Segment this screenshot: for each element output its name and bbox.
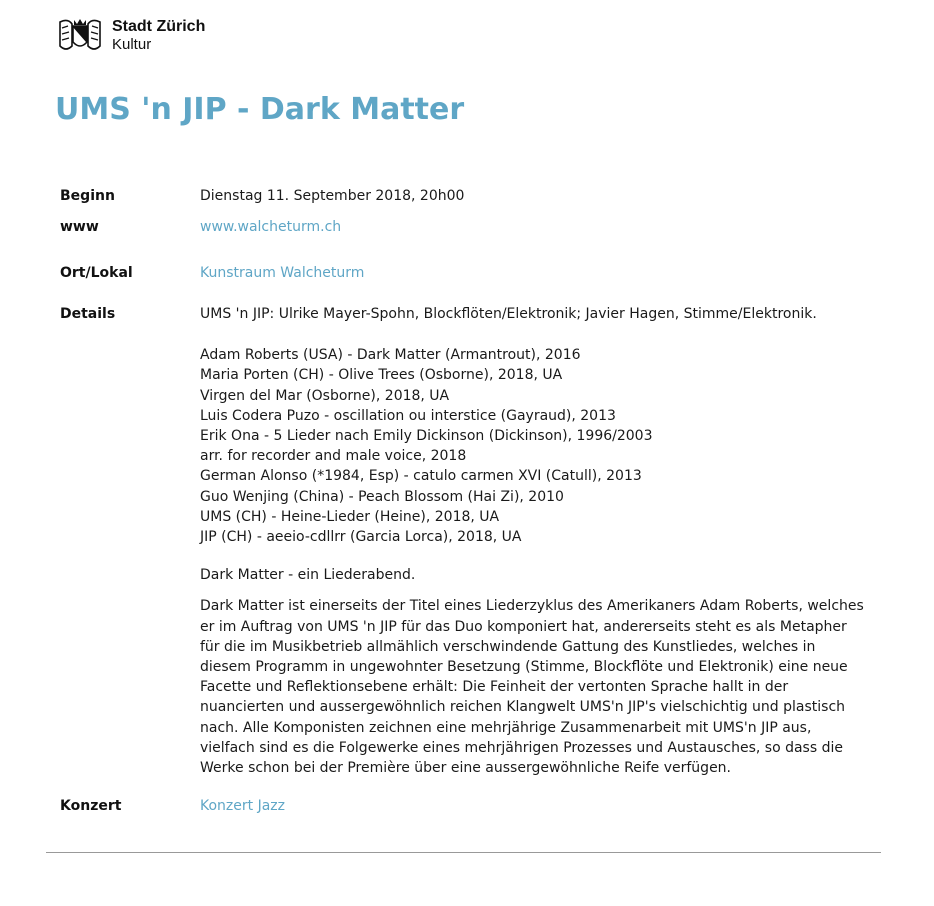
program-item: German Alonso (*1984, Esp) - catulo carmen XVI (Catull), 2013 <box>200 468 642 485</box>
description-line: diesem Programm in ungewohnter Besetzung (Stimme, Blockflöte und Elektronik) eine neue <box>200 659 848 676</box>
label-beginn: Beginn <box>60 188 115 204</box>
program-item: Guo Wenjing (China) - Peach Blossom (Hai Zi), 2010 <box>200 488 564 505</box>
brand <box>112 18 205 54</box>
program-item: Virgen del Mar (Osborne), 2018, UA <box>200 387 450 404</box>
program-list <box>200 345 880 547</box>
label-ort: Ort/Lokal <box>60 265 133 281</box>
program-item: arr. for recorder and male voice, 2018 <box>200 448 467 465</box>
program-item: Erik Ona - 5 Lieder nach Emily Dickinson (Dickinson), 1996/2003 <box>200 428 653 445</box>
description-line: Facette und Reflektionsebene erhält: Die Feinheit der vertonten Sprache hallt in der <box>200 679 789 696</box>
label-www: www <box>60 219 99 235</box>
konzert-link[interactable]: Konzert Jazz <box>200 798 285 814</box>
brand-name: Stadt Zürich <box>112 18 206 35</box>
label-details: Details <box>60 306 116 322</box>
zurich-crest-logo <box>56 16 104 56</box>
footer-divider <box>46 852 881 853</box>
description-line: Dark Matter ist einerseits der Titel eines Liederzyklus des Amerikaners Adam Roberts, welches <box>200 598 864 615</box>
website-link[interactable]: www.walcheturm.ch <box>200 219 342 235</box>
brand-subtitle: Kultur <box>112 36 152 53</box>
program-item: Luis Codera Puzo - oscillation ou interstice (Gayraud), 2013 <box>200 407 616 424</box>
page-title: UMS 'n JIP - Dark Matter <box>55 92 465 127</box>
description-line: er im Auftrag von UMS 'n JIP für das Duo komponiert hat, andererseits steht es als Metapher <box>200 618 847 635</box>
description-line: nuancierten und aussergewöhnlich reichen Klangwelt UMS'n JIP's vielschichtig und plastisch <box>200 699 846 716</box>
site-header <box>56 16 205 58</box>
program-item: Maria Porten (CH) - Olive Trees (Osborne), 2018, UA <box>200 367 563 384</box>
details-subtitle: Dark Matter - ein Liederabend. <box>200 567 416 584</box>
details-intro: UMS 'n JIP: Ulrike Mayer-Spohn, Blockflöten/Elektronik; Javier Hagen, Stimme/Elektronik. <box>200 306 817 322</box>
program-item: Adam Roberts (USA) - Dark Matter (Armantrout), 2016 <box>200 347 581 364</box>
program-item: UMS (CH) - Heine-Lieder (Heine), 2018, UA <box>200 508 500 525</box>
description-line: vielfach sind es die Folgewerke eines mehrjährigen Prozesses und Austausches, so dass die <box>200 739 843 756</box>
description-line: Werke schon bei der Première über eine aussergewöhnliche Reife verfügen. <box>200 760 732 777</box>
program-item: JIP (CH) - aeeio-cdllrr (Garcia Lorca), 2018, UA <box>200 529 522 546</box>
details-content <box>200 304 880 778</box>
label-konzert: Konzert <box>60 798 122 814</box>
value-beginn: Dienstag 11. September 2018, 20h00 <box>200 188 465 204</box>
details-description <box>200 596 880 778</box>
description-line: für die im Musikbetrieb allmählich verschwindende Gattung des Kunstliedes, welches in <box>200 638 816 655</box>
description-line: nach. Alle Komponisten zeichnen eine mehrjährige Zusammenarbeit mit UMS'n JIP aus, <box>200 719 812 736</box>
venue-link[interactable]: Kunstraum Walcheturm <box>200 265 365 281</box>
